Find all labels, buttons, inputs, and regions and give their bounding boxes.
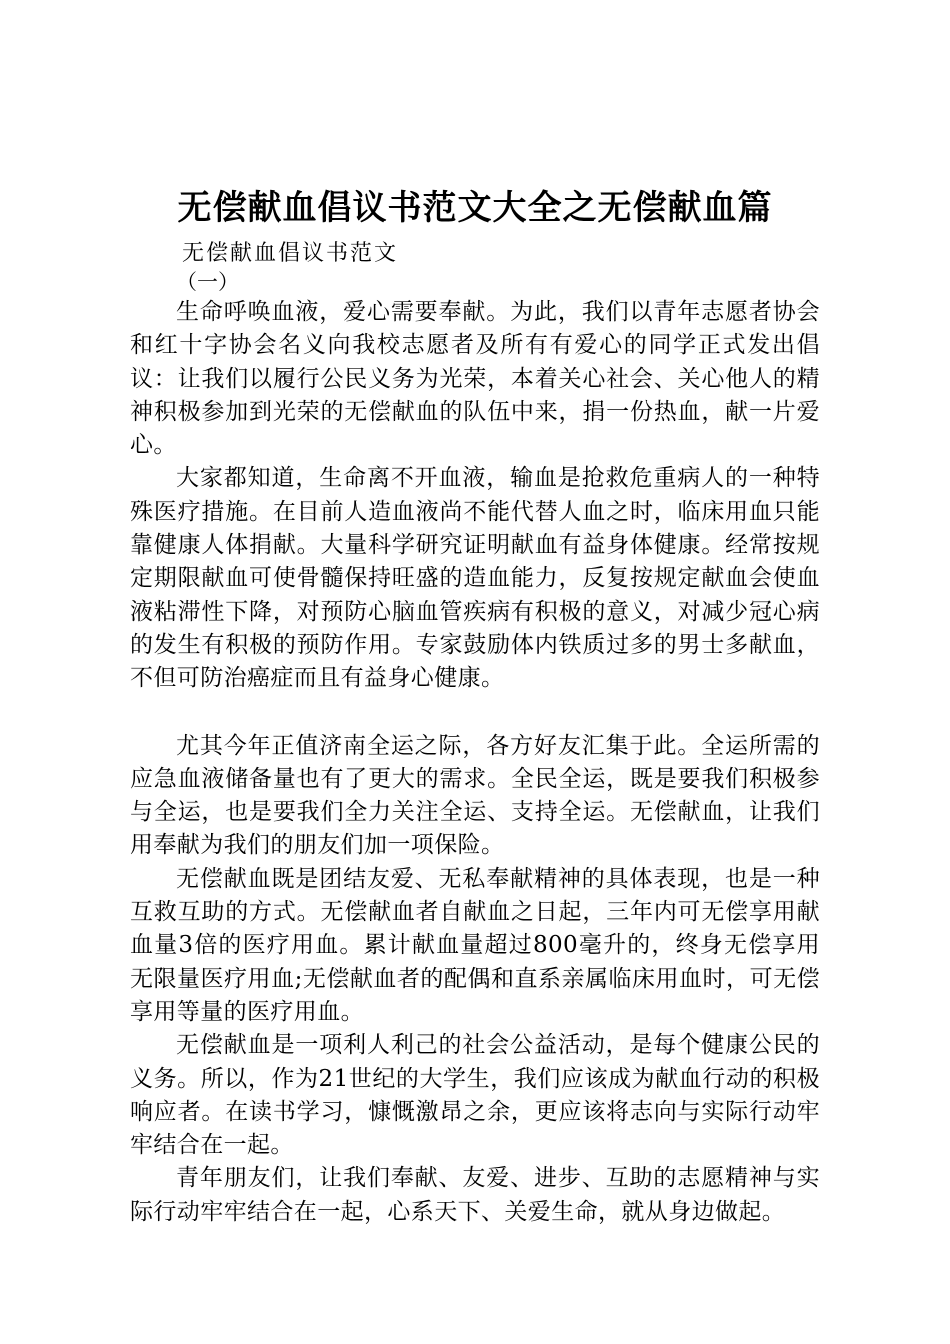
paragraph-national-games: 尤其今年正值济南全运之际，各方好友汇集于此。全运所需的应急血液储备量也有了更大的需求。全民全运，既是要我们积极参与全运，也是要我们全力关注全运、支持全运。无偿献血，让我们用奉献为我们的朋友们加一项保险。 — [130, 732, 820, 859]
document-body — [130, 296, 820, 1229]
section-number: （一） — [176, 270, 239, 294]
paragraph-closing-call: 青年朋友们，让我们奉献、友爱、进步、互助的志愿精神与实际行动牢牢结合在一起，心系天下、关爱生命，就从身边做起。 — [130, 1165, 820, 1225]
paragraph-appeal: 生命呼唤血液，爱心需要奉献。为此，我们以青年志愿者协会和红十字协会名义向我校志愿者及所有有爱心的同学正式发出倡议：让我们以履行公民义务为光荣，本着关心社会、关心他人的精神积极参加到光荣的无偿献血的队伍中来，捐一份热血，献一片爱心。 — [130, 299, 820, 459]
paragraph-mutual-aid: 无偿献血既是团结友爱、无私奉献精神的具体表现，也是一种互救互助的方式。无偿献血者自献血之日起，三年内可无偿享用献血量3倍的医疗用血。累计献血量超过800毫升的，终身无偿享用无限量医疗用血;无偿献血者的配偶和直系亲属临床用血时，可无偿享用等量的医疗用血。 — [130, 865, 820, 1025]
paragraph-health-benefits: 大家都知道，生命离不开血液，输血是抢救危重病人的一种特殊医疗措施。在目前人造血液尚不能代替人血之时，临床用血只能靠健康人体捐献。大量科学研究证明献血有益身体健康。经常按规定期限献血可使骨髓保持旺盛的造血能力，反复按规定献血会使血液粘滞性下降，对预防心脑血管疾病有积极的意义，对减少冠心病的发生有积极的预防作用。专家鼓励体内铁质过多的男士多献血，不但可防治癌症而且有益身心健康。 — [130, 465, 820, 692]
paragraph-public-duty: 无偿献血是一项利人利己的社会公益活动，是每个健康公民的义务。所以，作为21世纪的大学生，我们应该成为献血行动的积极响应者。在读书学习，慷慨激昂之余，更应该将志向与实际行动牢牢结合在一起。 — [130, 1032, 820, 1159]
document-subtitle: 无偿献血倡议书范文 — [182, 241, 399, 266]
document-title: 无偿献血倡议书范文大全之无偿献血篇 — [177, 188, 773, 228]
